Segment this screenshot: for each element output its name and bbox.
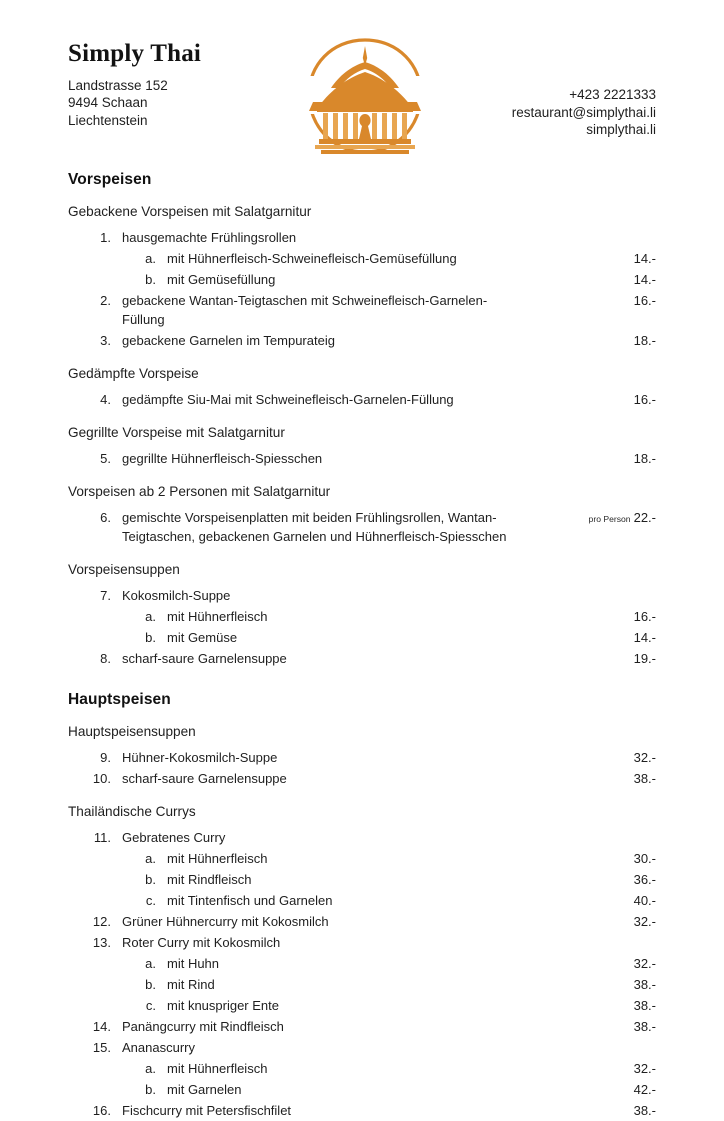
menu-item-price: 18.- [633, 451, 656, 466]
menu-item-marker: 13. [92, 935, 111, 950]
website-url[interactable]: simplythai.li [586, 122, 656, 137]
menu-item-marker: 2. [100, 293, 111, 308]
menu-item-label: Gebratenes Curry [122, 830, 226, 845]
menu-item-row [68, 330, 656, 351]
menu-item-price-cell [536, 331, 656, 350]
menu-item-row [68, 448, 656, 469]
address-line-3: Liechtenstein [68, 112, 148, 128]
menu-item-label: mit Huhn [167, 956, 220, 971]
menu-item-row [68, 995, 656, 1016]
section-title: Vorspeisen [68, 171, 152, 188]
price-note: pro Person [588, 514, 631, 524]
menu-item-marker: 9. [100, 750, 111, 765]
menu-content [68, 168, 656, 1121]
menu-item-price-cell [536, 1059, 656, 1078]
menu-item-marker: a. [145, 251, 156, 266]
menu-item-marker: b. [145, 630, 156, 645]
menu-item-price-cell [536, 628, 656, 647]
menu-item-marker: 16. [92, 1103, 111, 1118]
menu-item-price-cell [536, 996, 656, 1015]
menu-item-marker: 10. [92, 771, 111, 786]
menu-item-marker: 11. [93, 830, 111, 845]
group-title: Vorspeisen ab 2 Personen mit Salatgarnitur [68, 484, 331, 499]
menu-item-row [68, 248, 656, 269]
menu-item-row [68, 389, 656, 410]
menu-item-price: 40.- [633, 893, 656, 908]
menu-item-label: gegrillte Hühnerfleisch-Spiesschen [122, 451, 323, 466]
menu-item-label: gemischte Vorspeisenplatten mit beiden Frühlingsrollen, Wantan-Teigtaschen, gebackenen Garnelen und Hühnerfleisch-Spiesschen [122, 510, 507, 544]
menu-item-label: Ananascurry [122, 1040, 195, 1055]
menu-item-row [68, 648, 656, 669]
menu-item-price: 38.- [633, 998, 656, 1013]
menu-item-row [68, 869, 656, 890]
menu-item-label: gebackene Wantan-Teigtaschen mit Schweinefleisch-Garnelen-Füllung [122, 293, 488, 327]
menu-item-price-cell [536, 975, 656, 994]
menu-item-row [68, 1079, 656, 1100]
group-title: Gebackene Vorspeisen mit Salatgarnitur [68, 204, 312, 219]
menu-item-row [68, 848, 656, 869]
group-title: Thailändische Currys [68, 804, 196, 819]
menu-item-price: 36.- [633, 872, 656, 887]
menu-item-price-cell [536, 769, 656, 788]
menu-item-marker: b. [145, 272, 156, 287]
menu-item-label: mit knuspriger Ente [167, 998, 279, 1013]
menu-item-price-cell [536, 870, 656, 889]
menu-item-label: mit Hühnerfleisch [167, 851, 268, 866]
menu-item-label: mit Rind [167, 977, 215, 992]
menu-item-row [68, 890, 656, 911]
menu-item-price: 16.- [633, 609, 656, 624]
menu-item-marker: 6. [100, 510, 111, 525]
menu-item-marker: 14. [92, 1019, 111, 1034]
menu-item-price: 32.- [633, 750, 656, 765]
menu-item-price-cell [536, 449, 656, 468]
menu-item-marker: c. [145, 998, 156, 1013]
menu-item-row [68, 768, 656, 789]
menu-item-marker: 8. [100, 651, 111, 666]
menu-item-label: gebackene Garnelen im Tempurateig [122, 333, 335, 348]
group-title: Hauptspeisensuppen [68, 724, 196, 739]
menu-item-price: 14.- [633, 251, 656, 266]
menu-item-label: Kokosmilch-Suppe [122, 588, 231, 603]
menu-item-row [68, 1037, 656, 1058]
menu-item-price: 14.- [633, 630, 656, 645]
menu-item-marker: b. [145, 872, 156, 887]
menu-item-label: Fischcurry mit Petersfischfilet [122, 1103, 292, 1118]
menu-item-price-cell [536, 649, 656, 668]
menu-item-row [68, 974, 656, 995]
menu-item-label: Grüner Hühnercurry mit Kokosmilch [122, 914, 329, 929]
menu-item-price-cell [536, 607, 656, 626]
group-title: Gedämpfte Vorspeise [68, 366, 199, 381]
menu-item-price: 42.- [633, 1082, 656, 1097]
menu-item-price-cell [536, 1080, 656, 1099]
menu-item-price: 32.- [633, 956, 656, 971]
menu-item-marker: 5. [100, 451, 111, 466]
menu-item-price: 38.- [633, 771, 656, 786]
menu-item-marker: a. [145, 851, 156, 866]
menu-item-row [68, 953, 656, 974]
menu-item-price-cell [536, 891, 656, 910]
phone-number[interactable]: +423 2221333 [569, 87, 656, 102]
menu-item-row [68, 1100, 656, 1121]
menu-item-marker: b. [145, 1082, 156, 1097]
menu-item-price: 18.- [633, 333, 656, 348]
menu-item-row [68, 747, 656, 768]
menu-item-price: 16.- [633, 392, 656, 407]
header-contact-block [396, 86, 656, 139]
menu-item-label: hausgemachte Frühlingsrollen [122, 230, 297, 245]
menu-item-price-cell [536, 390, 656, 409]
menu-item-row [68, 227, 656, 248]
menu-item-marker: a. [145, 1061, 156, 1076]
menu-item-price-cell [536, 1017, 656, 1036]
menu-item-label: mit Gemüsefüllung [167, 272, 276, 287]
menu-item-label: scharf-saure Garnelensuppe [122, 771, 287, 786]
menu-item-label: gedämpfte Siu-Mai mit Schweinefleisch-Garnelen-Füllung [122, 392, 454, 407]
header-left-block [68, 40, 298, 129]
menu-item-price: 32.- [633, 1061, 656, 1076]
menu-item-row [68, 290, 656, 330]
menu-item-label: mit Garnelen [167, 1082, 242, 1097]
menu-item-marker: a. [145, 956, 156, 971]
menu-item-price: 38.- [633, 1019, 656, 1034]
address-line-2: 9494 Schaan [68, 95, 148, 110]
menu-item-marker: 1. [100, 230, 111, 245]
menu-item-label: mit Tintenfisch und Garnelen [167, 893, 333, 908]
menu-item-price: 30.- [633, 851, 656, 866]
menu-item-price-cell [536, 748, 656, 767]
group-title: Gegrillte Vorspeise mit Salatgarnitur [68, 425, 285, 440]
menu-header [68, 40, 656, 152]
menu-item-label: mit Hühnerfleisch [167, 609, 268, 624]
menu-item-marker: a. [145, 609, 156, 624]
menu-item-marker: 15. [92, 1040, 111, 1055]
restaurant-name: Simply Thai [68, 40, 202, 67]
menu-item-price-cell [536, 249, 656, 268]
menu-item-label: mit Hühnerfleisch [167, 1061, 268, 1076]
menu-item-price: 32.- [633, 914, 656, 929]
menu-item-row [68, 827, 656, 848]
menu-item-row [68, 585, 656, 606]
menu-item-price: 19.- [633, 651, 656, 666]
menu-item-price-cell [536, 849, 656, 868]
menu-item-marker: 7. [100, 588, 111, 603]
menu-item-marker: c. [145, 893, 156, 908]
menu-item-price: 22.- [633, 510, 656, 525]
menu-item-price-cell [536, 508, 656, 529]
menu-item-price-cell [536, 912, 656, 931]
menu-item-marker: b. [145, 977, 156, 992]
menu-item-row [68, 269, 656, 290]
menu-item-row [68, 507, 656, 547]
menu-item-price: 38.- [633, 977, 656, 992]
group-title: Vorspeisensuppen [68, 562, 180, 577]
email-address[interactable]: restaurant@simplythai.li [511, 104, 656, 120]
menu-item-row [68, 1058, 656, 1079]
menu-item-marker: 4. [100, 392, 111, 407]
menu-item-price: 14.- [633, 272, 656, 287]
menu-item-row [68, 606, 656, 627]
menu-item-price-cell [536, 270, 656, 289]
address-line-1: Landstrasse 152 [68, 77, 168, 93]
menu-item-label: mit Hühnerfleisch-Schweinefleisch-Gemüsefüllung [167, 251, 457, 266]
menu-item-label: Hühner-Kokosmilch-Suppe [122, 750, 278, 765]
menu-item-price-cell [536, 1101, 656, 1120]
menu-item-label: mit Gemüse [167, 630, 238, 645]
menu-item-row [68, 911, 656, 932]
menu-item-price: 38.- [633, 1103, 656, 1118]
menu-item-label: mit Rindfleisch [167, 872, 252, 887]
menu-item-marker: 12. [92, 914, 111, 929]
menu-item-row [68, 627, 656, 648]
menu-item-price-cell [536, 954, 656, 973]
menu-item-label: Roter Curry mit Kokosmilch [122, 935, 281, 950]
menu-item-label: Panängcurry mit Rindfleisch [122, 1019, 284, 1034]
menu-item-price-cell [536, 291, 656, 310]
menu-item-label: scharf-saure Garnelensuppe [122, 651, 287, 666]
menu-item-row [68, 932, 656, 953]
section-title: Hauptspeisen [68, 691, 171, 708]
menu-item-row [68, 1016, 656, 1037]
menu-item-marker: 3. [100, 333, 111, 348]
menu-item-price: 16.- [633, 293, 656, 308]
